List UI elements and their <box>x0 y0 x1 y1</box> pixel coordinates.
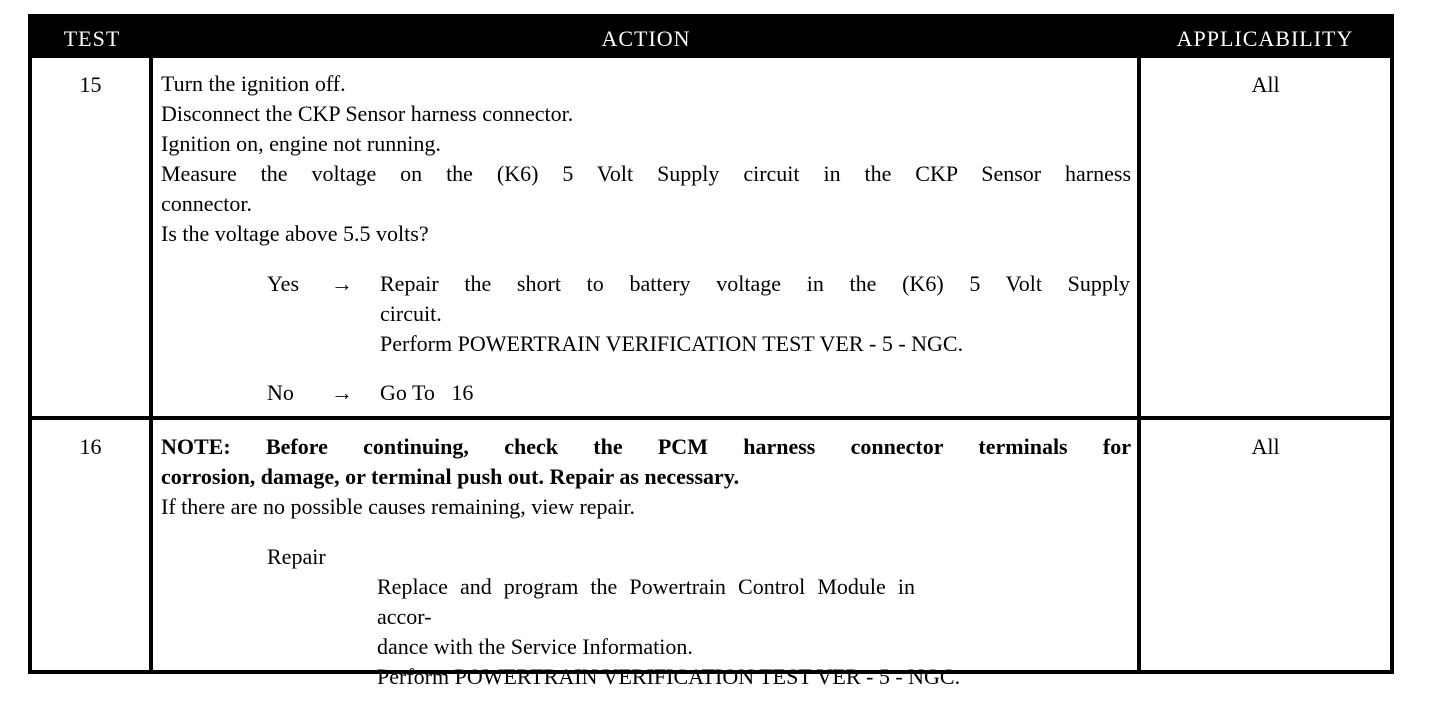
diagnostic-table <box>28 14 1394 689</box>
row-15-no-branch <box>267 378 1237 408</box>
row-15-applicability: All <box>1251 72 1280 97</box>
row-15-question: Is the voltage above 5.5 volts? <box>161 221 429 246</box>
header-action: ACTION <box>601 26 691 51</box>
header-test: TEST <box>63 26 121 51</box>
row-16-note-line-1: NOTE: Before continuing, check the PCM harness connector terminals for <box>161 434 1131 459</box>
row-divider <box>32 416 1390 420</box>
right-arrow-icon: → <box>331 271 353 296</box>
yes-result <box>380 269 1130 359</box>
repair-line-2: dance with the Service Information. <box>377 634 693 659</box>
repair-line-3: Perform POWERTRAIN VERIFICATION TEST VER - 5 - NGC. <box>377 664 961 689</box>
row-16-test-number: 16 <box>79 434 102 459</box>
row-15-action <box>161 69 1131 408</box>
row-15-step-1: Turn the ignition off. <box>161 71 346 96</box>
table-header <box>32 18 1390 58</box>
right-arrow-icon: → <box>331 380 353 405</box>
repair-label: Repair <box>267 544 326 569</box>
column-divider-test-action <box>149 58 153 674</box>
no-label: No <box>267 380 294 405</box>
header-applicability: APPLICABILITY <box>1176 26 1354 51</box>
row-16-note-line-2: corrosion, damage, or terminal push out. Repair as necessary. <box>161 464 740 489</box>
row-15-test-number: 15 <box>79 72 102 97</box>
row-16-applicability: All <box>1251 434 1280 459</box>
row-16-repair-branch <box>161 542 1131 692</box>
row-15-step-3: Ignition on, engine not running. <box>161 131 441 156</box>
repair-steps <box>161 572 961 692</box>
row-16-action <box>161 432 1131 692</box>
row-15-yes-branch <box>267 269 1237 359</box>
row-15-step-2: Disconnect the CKP Sensor harness connector. <box>161 101 574 126</box>
yes-result-line-1: Repair the short to battery voltage in the (K6) 5 Volt Supply <box>380 271 1130 296</box>
no-result: Go To 16 <box>380 380 474 405</box>
row-15-step-4-continued: connector. <box>161 191 253 216</box>
row-15-step-4: Measure the voltage on the (K6) 5 Volt Supply circuit in the CKP Sensor harness <box>161 161 1131 186</box>
yes-result-line-3: Perform POWERTRAIN VERIFICATION TEST VER - 5 - NGC. <box>380 331 964 356</box>
column-divider-action-applicability <box>1137 58 1141 674</box>
row-16-instruction: If there are no possible causes remaining, view repair. <box>161 494 636 519</box>
yes-label: Yes <box>267 271 300 296</box>
yes-result-line-2: circuit. <box>380 301 442 326</box>
repair-line-1: Replace and program the Powertrain Control Module in accor- <box>377 574 915 629</box>
